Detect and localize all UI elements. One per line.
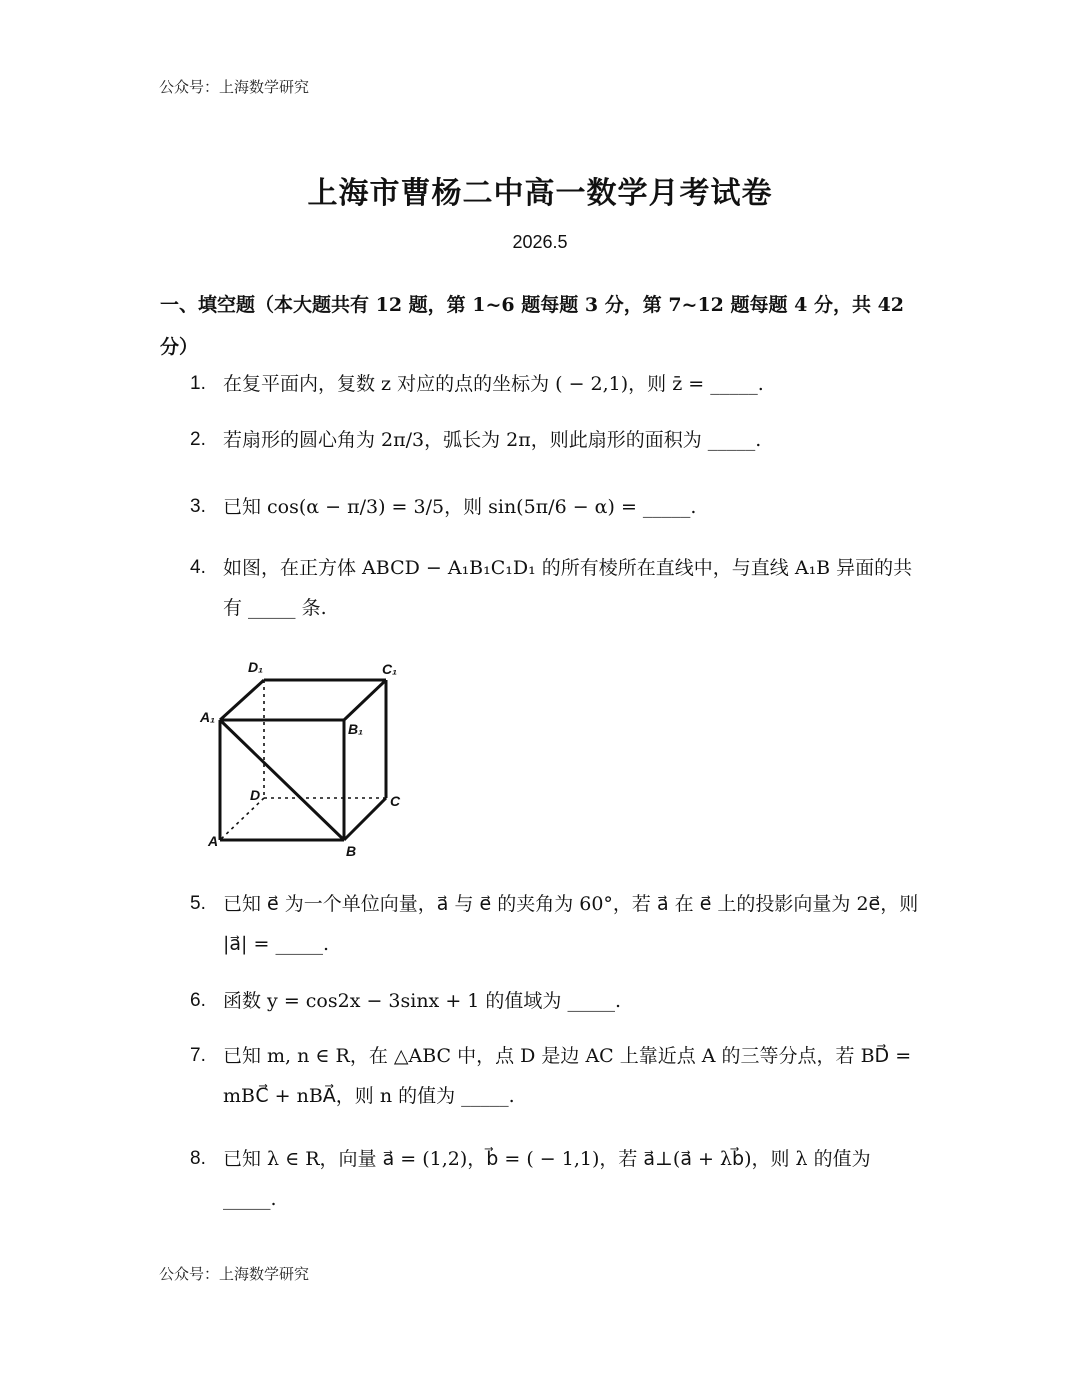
- label-d: D: [250, 787, 261, 803]
- label-b: B: [346, 843, 357, 859]
- question-text: 函数 y = cos2x − 3sinx + 1 的值域为 _____.: [223, 990, 621, 1012]
- question-number: 2.: [190, 429, 206, 450]
- question-text: 在复平面内，复数 z 对应的点的坐标为 ( − 2,1)，则 z̄ = _____.: [223, 373, 764, 395]
- question-number: 3.: [190, 496, 206, 517]
- question-5: [190, 884, 920, 964]
- label-c1: C₁: [382, 661, 398, 677]
- question-number: 6.: [190, 990, 206, 1011]
- question-3: [190, 487, 920, 527]
- question-text: 如图，在正方体 ABCD − A₁B₁C₁D₁ 的所有棱所在直线中，与直线 A₁B 异面的共有 _____ 条.: [223, 557, 913, 619]
- question-1: [190, 364, 920, 404]
- label-b1: B₁: [348, 721, 364, 737]
- question-number: 5.: [190, 893, 206, 914]
- label-a1: A₁: [200, 709, 216, 725]
- question-4: [190, 548, 920, 628]
- edge-a1d1: [220, 680, 264, 720]
- question-number: 8.: [190, 1148, 206, 1169]
- hidden-edge-da: [220, 798, 264, 840]
- label-d1: D₁: [248, 659, 264, 675]
- question-text: 已知 cos(α − π/3) = 3/5，则 sin(5π/6 − α) = _____.: [223, 496, 697, 518]
- question-8: [190, 1139, 920, 1219]
- diagonal-a1b: [220, 720, 344, 840]
- edge-c1b1: [344, 680, 386, 720]
- question-7: [190, 1036, 920, 1116]
- question-text: 若扇形的圆心角为 2π/3，弧长为 2π，则此扇形的面积为 _____.: [223, 429, 762, 451]
- question-2: [190, 420, 920, 460]
- question-number: 4.: [190, 557, 206, 578]
- label-c: C: [390, 793, 401, 809]
- question-text: 已知 λ ∈ R，向量 a⃗ = (1,2)，b⃗ = ( − 1,1)，若 a⃗⊥(a⃗ + λb⃗)，则 λ 的值为 _____.: [223, 1148, 871, 1210]
- page-footer: 公众号：上海数学研究: [159, 1265, 310, 1283]
- edge-cb: [344, 798, 386, 840]
- label-a: A: [208, 833, 219, 849]
- section-heading: 一、填空题（本大题共有 12 题，第 1~6 题每题 3 分，第 7~12 题每题 4 分，共 42 分）: [160, 294, 905, 358]
- page-header: 公众号：上海数学研究: [159, 78, 310, 96]
- question-text: 已知 e⃗ 为一个单位向量，a⃗ 与 e⃗ 的夹角为 60°，若 a⃗ 在 e⃗ 上的投影向量为 2e⃗，则 |a⃗| = _____.: [223, 893, 919, 955]
- question-6: [190, 981, 920, 1021]
- cube-figure: [198, 650, 418, 860]
- question-number: 1.: [190, 373, 206, 394]
- exam-title: 上海市曹杨二中高一数学月考试卷: [307, 176, 773, 211]
- question-number: 7.: [190, 1045, 206, 1066]
- question-text: 已知 m, n ∈ R，在 △ABC 中，点 D 是边 AC 上靠近点 A 的三等分点，若 BD⃗ = mBC⃗ + nBA⃗，则 n 的值为 _____.: [223, 1045, 912, 1107]
- exam-date: 2026.5: [512, 232, 568, 252]
